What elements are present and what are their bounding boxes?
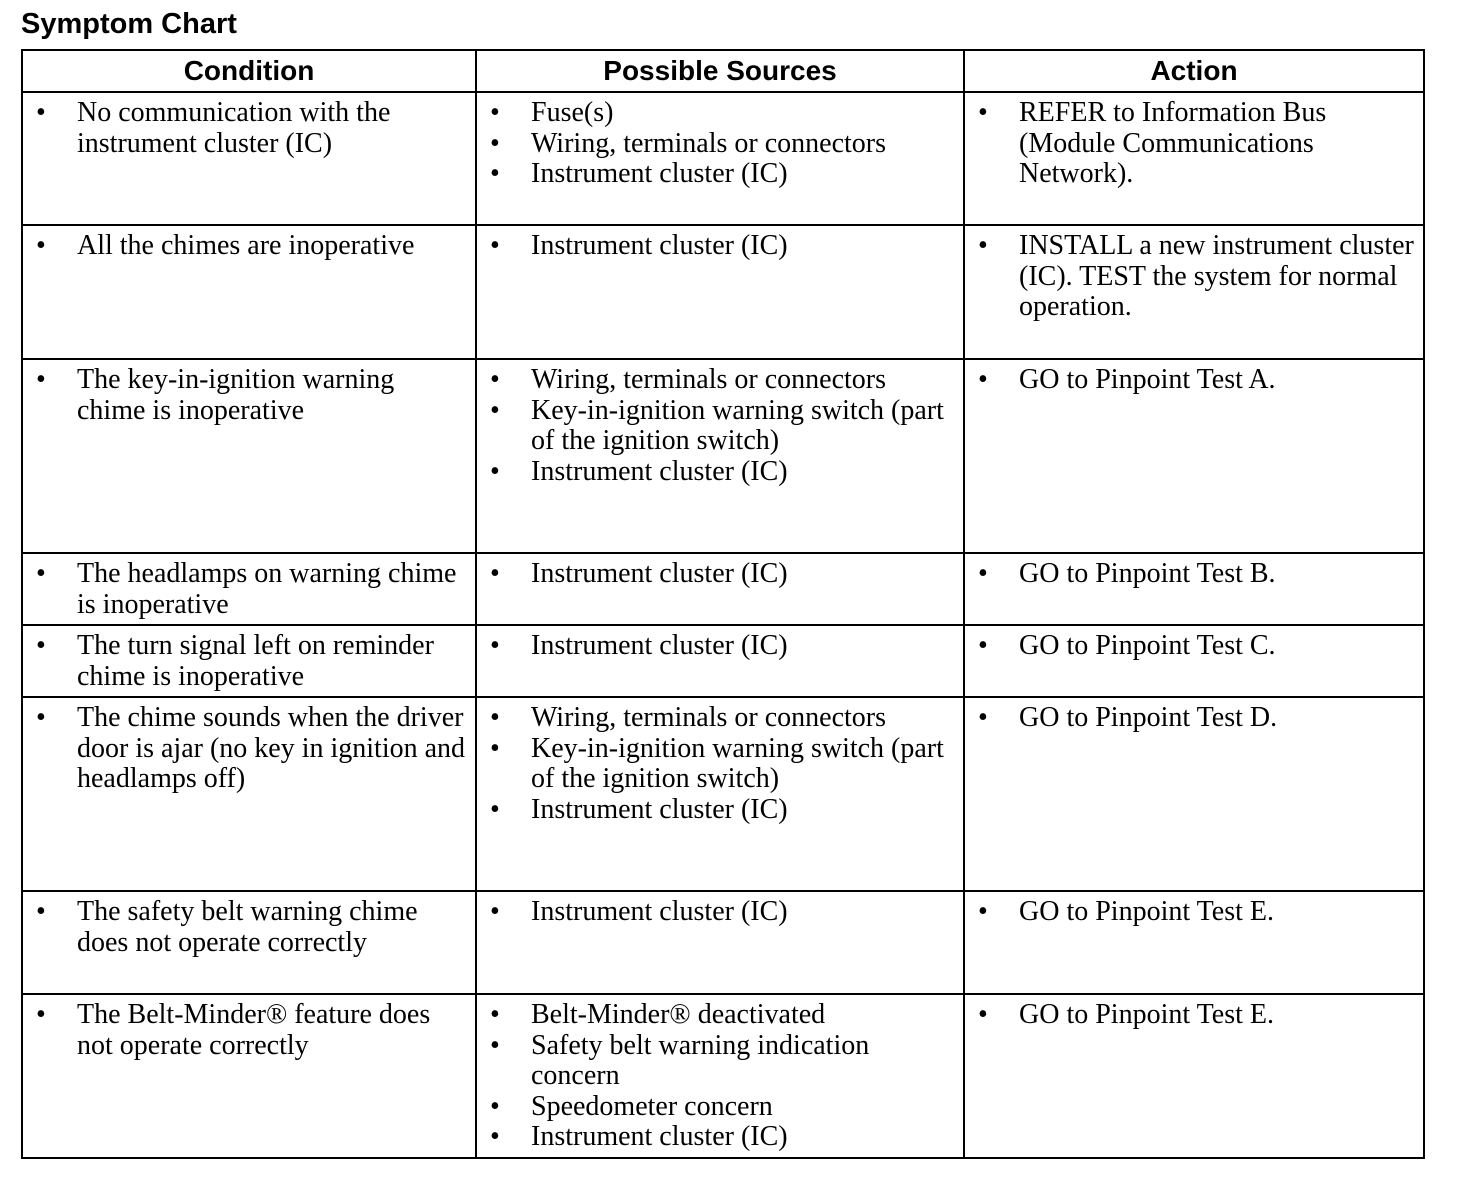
table-row	[22, 553, 1424, 625]
condition-text: • The headlamps on warning chime is inoperative	[23, 559, 475, 620]
source-item: • Instrument cluster (IC)	[477, 559, 963, 590]
condition-cell	[22, 625, 476, 697]
condition-text: • All the chimes are inoperative	[23, 231, 475, 262]
source-item: • Instrument cluster (IC)	[477, 159, 963, 190]
table-row	[22, 994, 1424, 1158]
action-text: • GO to Pinpoint Test C.	[965, 631, 1423, 662]
column-header-condition: Condition	[22, 50, 476, 92]
condition-cell	[22, 697, 476, 891]
condition-text: • The chime sounds when the driver door is ajar (no key in ignition and headlamps off)	[23, 703, 475, 795]
action-cell	[964, 553, 1424, 625]
sources-cell	[476, 891, 964, 994]
table-row	[22, 225, 1424, 359]
source-item: • Belt-Minder® deactivated	[477, 1000, 963, 1031]
condition-text: • No communication with the instrument cluster (IC)	[23, 98, 475, 159]
action-text: • GO to Pinpoint Test E.	[965, 1000, 1423, 1031]
condition-cell	[22, 225, 476, 359]
action-cell	[964, 891, 1424, 994]
source-item: • Fuse(s)	[477, 98, 963, 129]
source-item: • Wiring, terminals or connectors	[477, 703, 963, 734]
condition-cell	[22, 891, 476, 994]
action-cell	[964, 625, 1424, 697]
source-item: • Wiring, terminals or connectors	[477, 365, 963, 396]
source-item: • Instrument cluster (IC)	[477, 795, 963, 826]
sources-cell	[476, 625, 964, 697]
source-item: • Key-in-ignition warning switch (part of the ignition switch)	[477, 734, 963, 795]
table-row	[22, 697, 1424, 891]
sources-cell	[476, 553, 964, 625]
source-item: • Instrument cluster (IC)	[477, 1122, 963, 1153]
table-row	[22, 359, 1424, 553]
table-row	[22, 92, 1424, 225]
action-cell	[964, 697, 1424, 891]
action-text: • REFER to Information Bus (Module Communications Network).	[965, 98, 1423, 190]
action-cell	[964, 994, 1424, 1158]
action-text: • GO to Pinpoint Test E.	[965, 897, 1423, 928]
action-cell	[964, 359, 1424, 553]
action-cell	[964, 92, 1424, 225]
source-item: • Instrument cluster (IC)	[477, 631, 963, 662]
source-item: • Instrument cluster (IC)	[477, 231, 963, 262]
action-text: • GO to Pinpoint Test A.	[965, 365, 1423, 396]
source-item: • Key-in-ignition warning switch (part of the ignition switch)	[477, 396, 963, 457]
sources-cell	[476, 225, 964, 359]
source-item: • Speedometer concern	[477, 1092, 963, 1123]
condition-text: • The key-in-ignition warning chime is inoperative	[23, 365, 475, 426]
column-header-action: Action	[964, 50, 1424, 92]
condition-cell	[22, 553, 476, 625]
sources-cell	[476, 359, 964, 553]
table-row	[22, 625, 1424, 697]
action-text: • GO to Pinpoint Test D.	[965, 703, 1423, 734]
condition-text: • The Belt-Minder® feature does not operate correctly	[23, 1000, 475, 1061]
source-item: • Instrument cluster (IC)	[477, 457, 963, 488]
table-header-row	[22, 50, 1424, 92]
action-text: • GO to Pinpoint Test B.	[965, 559, 1423, 590]
source-item: • Wiring, terminals or connectors	[477, 129, 963, 160]
action-cell	[964, 225, 1424, 359]
table-row	[22, 891, 1424, 994]
action-text: • INSTALL a new instrument cluster (IC). TEST the system for normal operation.	[965, 231, 1423, 323]
condition-cell	[22, 92, 476, 225]
condition-cell	[22, 359, 476, 553]
source-item: • Safety belt warning indication concern	[477, 1031, 963, 1092]
page-title: Symptom Chart	[21, 8, 237, 40]
sources-cell	[476, 994, 964, 1158]
condition-cell	[22, 994, 476, 1158]
sources-cell	[476, 697, 964, 891]
source-item: • Instrument cluster (IC)	[477, 897, 963, 928]
condition-text: • The safety belt warning chime does not operate correctly	[23, 897, 475, 958]
sources-cell	[476, 92, 964, 225]
condition-text: • The turn signal left on reminder chime is inoperative	[23, 631, 475, 692]
symptom-table	[21, 49, 1425, 1159]
column-header-possible-sources: Possible Sources	[476, 50, 964, 92]
